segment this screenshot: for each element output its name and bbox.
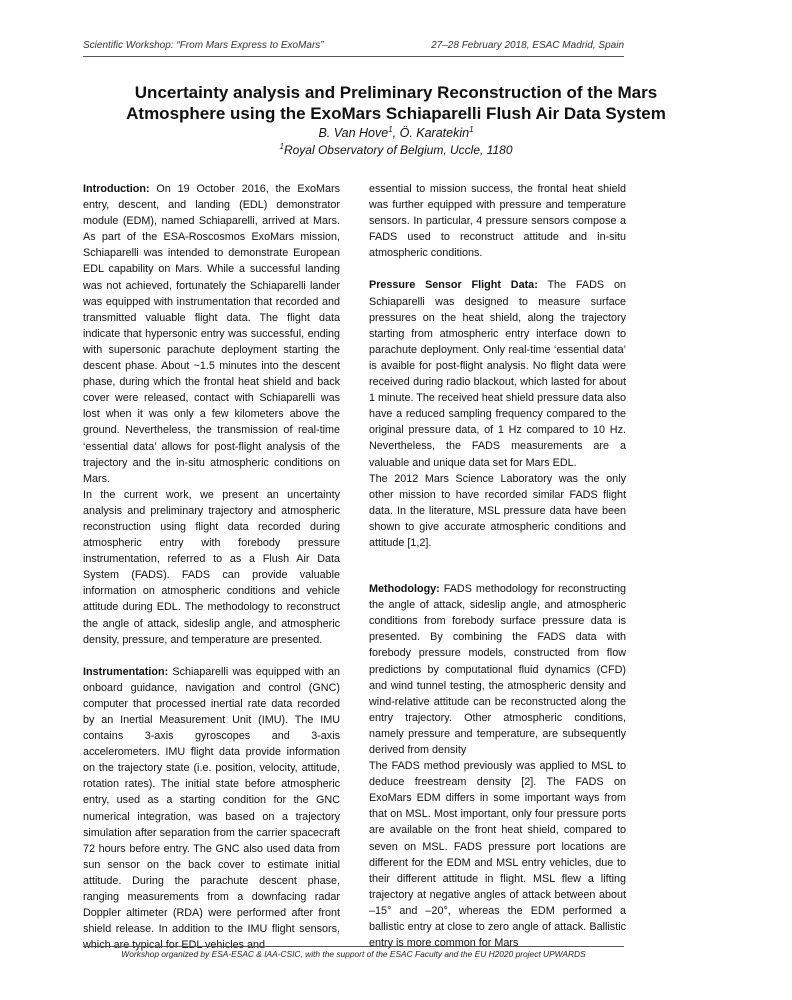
workshop-date-location: 27–28 February 2018, ESAC Madrid, Spain [431, 40, 624, 51]
author-2-affil-mark: 1 [469, 124, 474, 134]
header-rule [83, 56, 624, 57]
pressure-paragraph-2: The 2012 Mars Science Laboratory was the only other mission to have recorded similar FADS flight data. In the literature, MSL pressure data have been shown to give accurate atmospheric conditions and attitude [1,2]. [369, 472, 626, 549]
instrumentation-paragraph [83, 664, 340, 954]
author-1: B. Van Hove [318, 126, 389, 140]
methodology-paragraph-2: The FADS method previously was applied to MSL to deduce freestream density [2]. The FADS on ExoMars EDM differs in some important ways from that on MSL. Most important, only four pressure ports are available on the front heat shield, compared to seven on MSL. FADS pressure port locations are different for the EDM and MSL entry vehicles, due to their different attitude in flight. MSL flew a lifting trajectory at negative angles of attack between about –15° and –20°, whereas the EDM performed a ballistic entry at close to zero angle of attack. Ballistic entry is more common for Mars [369, 760, 626, 950]
author-1-affil-mark: 1 [388, 124, 393, 134]
workshop-name: Scientific Workshop: “From Mars Express to ExoMars” [83, 40, 324, 51]
instrumentation-continued: essential to mission success, the frontal heat shield was further equipped with pressure and temperature sensors. In particular, 4 pressure sensors compose a FADS used to reconstruct attitude and in-situ atmospheric conditions. [369, 183, 626, 260]
author-separator: , [392, 126, 400, 140]
methodology-text-1: FADS methodology for reconstructing the angle of attack, sideslip angle, and atmospheric conditions from forebody surface pressure data is presented. By combining the FADS data with forebody pressure models, constructed from flow predictions by computational fluid dynamics (CFD) and wind tunnel testing, the atmospheric density and wind-relative attitude can be reconstructed along the entry trajectory. Other atmospheric conditions, namely pressure and temperature, are subsequently derived from density [369, 583, 626, 756]
title-line-2: Atmosphere using the ExoMars Schiaparelli Flush Air Data System [126, 104, 666, 123]
footer-rule [83, 946, 624, 947]
title-block [60, 82, 732, 159]
introduction-paragraph-1 [83, 181, 340, 487]
methodology-paragraph-1 [369, 581, 626, 758]
left-column [83, 181, 340, 953]
introduction-heading: Introduction: [83, 183, 150, 195]
paper-title [60, 82, 732, 124]
pressure-text-1: The FADS on Schiaparelli was designed to measure surface pressures on the heat shield, along the trajectory starting from atmospheric entry interface down to parachute deployment. Only real-time ‘essential data’ is avaible for post-flight analysis. No flight data were received during radio blackout, which lasted for about 1 minute. The received heat shield pressure data also have a reduced sampling frequency compared to the original pressure data, of 1 Hz compared to 10 Hz. Nevertheless, the FADS measurements are a valuable and unique data set for Mars EDL. [369, 279, 627, 469]
affiliation-mark: 1 [279, 142, 284, 151]
pressure-paragraph-1 [369, 277, 626, 470]
introduction-text-1: On 19 October 2016, the ExoMars entry, descent, and landing (EDL) demonstrator module (EDM), named Schiaparelli, arrived at Mars. As part of the ESA-Roscosmos ExoMars mission, Schiaparelli was intended to demonstrate European EDL capability on Mars. While a successful landing was not achieved, fortunately the Schiaparelli lander was equipped with instrumentation that recorded and transmitted valuable flight data. The flight data indicate that hypersonic entry was successful, ending with supersonic parachute deployment starting the descent phase. About ~1.5 minutes into the descent phase, during which the frontal heat shield and back cover were released, contact with Schiaparelli was lost when it was only a few kilometers above the ground. Nevertheless, the transmission of real-time ‘essential data’ allows for post-flight analysis of the trajectory and the in-situ atmospheric conditions on Mars. [83, 183, 340, 485]
instrumentation-text: Schiaparelli was equipped with an onboard guidance, navigation and control (GNC) computer that processed inertial rate data recorded by an Inertial Measurement Unit (IMU). The IMU contains 3-axis gyroscopes and 3-axis accelerometers. IMU flight data provide information on the trajectory state (i.e. position, velocity, attitude, rotation rates). The initial state before atmospheric entry, used as a starting condition for the GNC numerical integration, was based on a trajectory simulation after separation from the carrier spacecraft 72 hours before entry. The GNC also used data from sun sensor on the back cover to estimate initial attitude. During the parachute descent phase, ranging measurements from a downfacing radar Doppler altimeter (RDA) were performed after front shield release. In addition to the IMU flight sensors, which are typical for EDL vehicles and [83, 665, 340, 952]
methodology-heading: Methodology: [369, 583, 440, 596]
right-column [369, 181, 626, 951]
affiliation-text: Royal Observatory of Belgium, Uccle, 1180 [283, 143, 513, 157]
instrumentation-heading: Instrumentation: [83, 665, 169, 678]
footer-note: Workshop organized by ESA-ESAC & IAA-CSIC, with the support of the ESAC Faculty and the EU H2020 project UPWARDS [121, 949, 586, 959]
affiliation [60, 142, 732, 159]
authors [60, 125, 732, 142]
introduction-paragraph-2: In the current work, we present an uncertainty analysis and preliminary trajectory and atmospheric reconstruction using flight data recorded during atmospheric entry with forebody pressure instrumentation, referred to as a Flush Air Data System (FADS). FADS can provide valuable information on atmospheric conditions and vehicle attitude during EDL. The methodology to reconstruct the angle of attack, sideslip angle, and atmospheric density, pressure, and temperature are presented. [83, 488, 340, 646]
pressure-heading: Pressure Sensor Flight Data: [369, 279, 538, 292]
author-2: Ö. Karatekin [399, 126, 470, 140]
title-line-1: Uncertainty analysis and Preliminary Reconstruction of the Mars [134, 83, 658, 102]
